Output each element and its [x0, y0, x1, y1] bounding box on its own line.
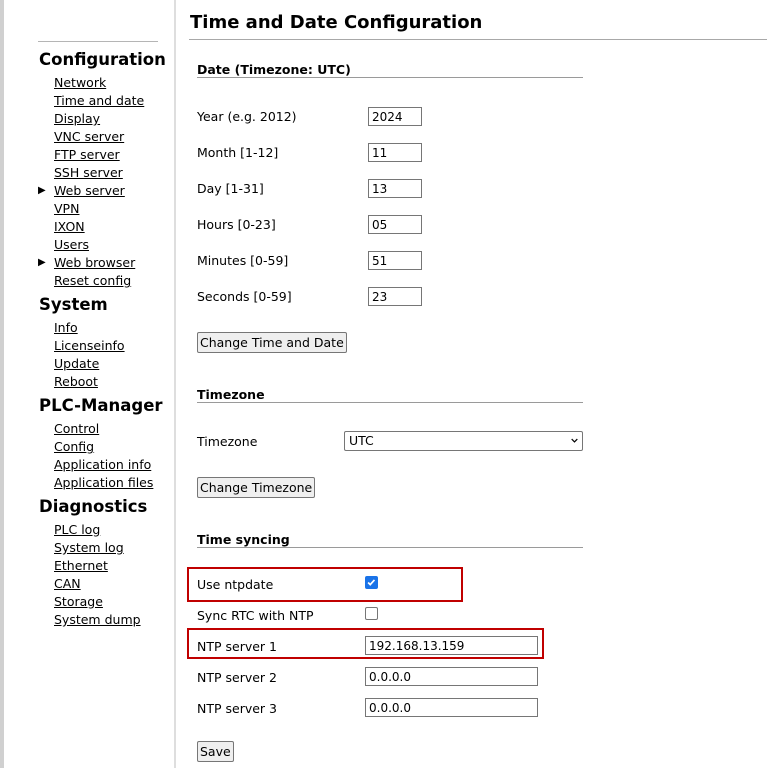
- year-label: Year (e.g. 2012): [197, 109, 297, 124]
- sidebar-divider: [174, 0, 176, 768]
- sync-section-title: Time syncing: [197, 532, 290, 547]
- nav-heading-configuration: Configuration: [39, 50, 166, 69]
- nav-heading-system: System: [39, 295, 108, 314]
- nav-link-storage[interactable]: Storage: [54, 594, 103, 609]
- timezone-section-rule: [197, 402, 583, 403]
- date-section-title: Date (Timezone: UTC): [197, 62, 351, 77]
- day-label: Day [1-31]: [197, 181, 264, 196]
- nav-link-system-dump[interactable]: System dump: [54, 612, 141, 627]
- nav-link-users[interactable]: Users: [54, 237, 90, 252]
- use-ntpdate-highlight: [187, 567, 463, 602]
- sidebar-top-rule: [38, 41, 158, 42]
- year-input[interactable]: [368, 107, 422, 126]
- ntp-server-3-input[interactable]: [365, 698, 538, 717]
- sync-rtc-label: Sync RTC with NTP: [197, 608, 314, 623]
- month-label: Month [1-12]: [197, 145, 279, 160]
- minutes-input[interactable]: [368, 251, 422, 270]
- nav-link-network[interactable]: Network: [54, 75, 107, 90]
- sync-rtc-checkbox[interactable]: [365, 607, 378, 620]
- nav-link-ftp-server[interactable]: FTP server: [54, 147, 120, 162]
- date-section-rule: [197, 77, 583, 78]
- nav-link-application-info[interactable]: Application info: [54, 457, 152, 472]
- nav-link-reset-config[interactable]: Reset config: [54, 273, 132, 288]
- nav-heading-plc-manager: PLC-Manager: [39, 396, 163, 415]
- nav-heading-diagnostics: Diagnostics: [39, 497, 148, 516]
- nav-link-time-and-date[interactable]: Time and date: [54, 93, 145, 108]
- seconds-label: Seconds [0-59]: [197, 289, 292, 304]
- use-ntpdate-label: Use ntpdate: [197, 577, 274, 592]
- timezone-selected-value: UTC: [349, 433, 374, 448]
- nav-link-display[interactable]: Display: [54, 111, 101, 126]
- timezone-label: Timezone: [197, 434, 258, 449]
- nav-link-ethernet[interactable]: Ethernet: [54, 558, 108, 573]
- nav-link-reboot[interactable]: Reboot: [54, 374, 98, 389]
- nav-link-web-browser[interactable]: Web browser: [54, 255, 136, 270]
- seconds-input[interactable]: [368, 287, 422, 306]
- window-left-edge: [0, 0, 4, 768]
- sync-section-rule: [197, 547, 583, 548]
- timezone-select[interactable]: [344, 431, 583, 451]
- nav-link-vpn[interactable]: VPN: [54, 201, 80, 216]
- expand-arrow-icon[interactable]: ▶: [38, 185, 46, 196]
- hours-label: Hours [0-23]: [197, 217, 276, 232]
- nav-link-info[interactable]: Info: [54, 320, 78, 335]
- page-title: Time and Date Configuration: [190, 12, 483, 33]
- change-timezone-button[interactable]: Change Timezone: [197, 477, 315, 498]
- ntp-server-2-label: NTP server 2: [197, 670, 277, 685]
- ntp-server-3-label: NTP server 3: [197, 701, 277, 716]
- nav-link-plc-log[interactable]: PLC log: [54, 522, 101, 537]
- nav-link-licenseinfo[interactable]: Licenseinfo: [54, 338, 125, 353]
- nav-link-can[interactable]: CAN: [54, 576, 81, 591]
- nav-link-vnc-server[interactable]: VNC server: [54, 129, 125, 144]
- hours-input[interactable]: [368, 215, 422, 234]
- month-input[interactable]: [368, 143, 422, 162]
- nav-link-application-files[interactable]: Application files: [54, 475, 154, 490]
- day-input[interactable]: [368, 179, 422, 198]
- nav-link-ixon[interactable]: IXON: [54, 219, 85, 234]
- nav-link-ssh-server[interactable]: SSH server: [54, 165, 123, 180]
- change-time-date-button[interactable]: Change Time and Date: [197, 332, 347, 353]
- minutes-label: Minutes [0-59]: [197, 253, 289, 268]
- nav-link-control[interactable]: Control: [54, 421, 100, 436]
- nav-link-update[interactable]: Update: [54, 356, 100, 371]
- title-rule: [189, 39, 767, 40]
- nav-link-web-server[interactable]: Web server: [54, 183, 125, 198]
- timezone-section-title: Timezone: [197, 387, 265, 402]
- save-button[interactable]: Save: [197, 741, 234, 762]
- expand-arrow-icon[interactable]: ▶: [38, 257, 46, 268]
- nav-link-config[interactable]: Config: [54, 439, 95, 454]
- ntp-server-1-highlight: [187, 628, 544, 659]
- ntp-server-2-input[interactable]: [365, 667, 538, 686]
- chevron-down-icon: [571, 437, 578, 444]
- nav-link-system-log[interactable]: System log: [54, 540, 124, 555]
- ntp-server-1-label: NTP server 1: [197, 639, 277, 654]
